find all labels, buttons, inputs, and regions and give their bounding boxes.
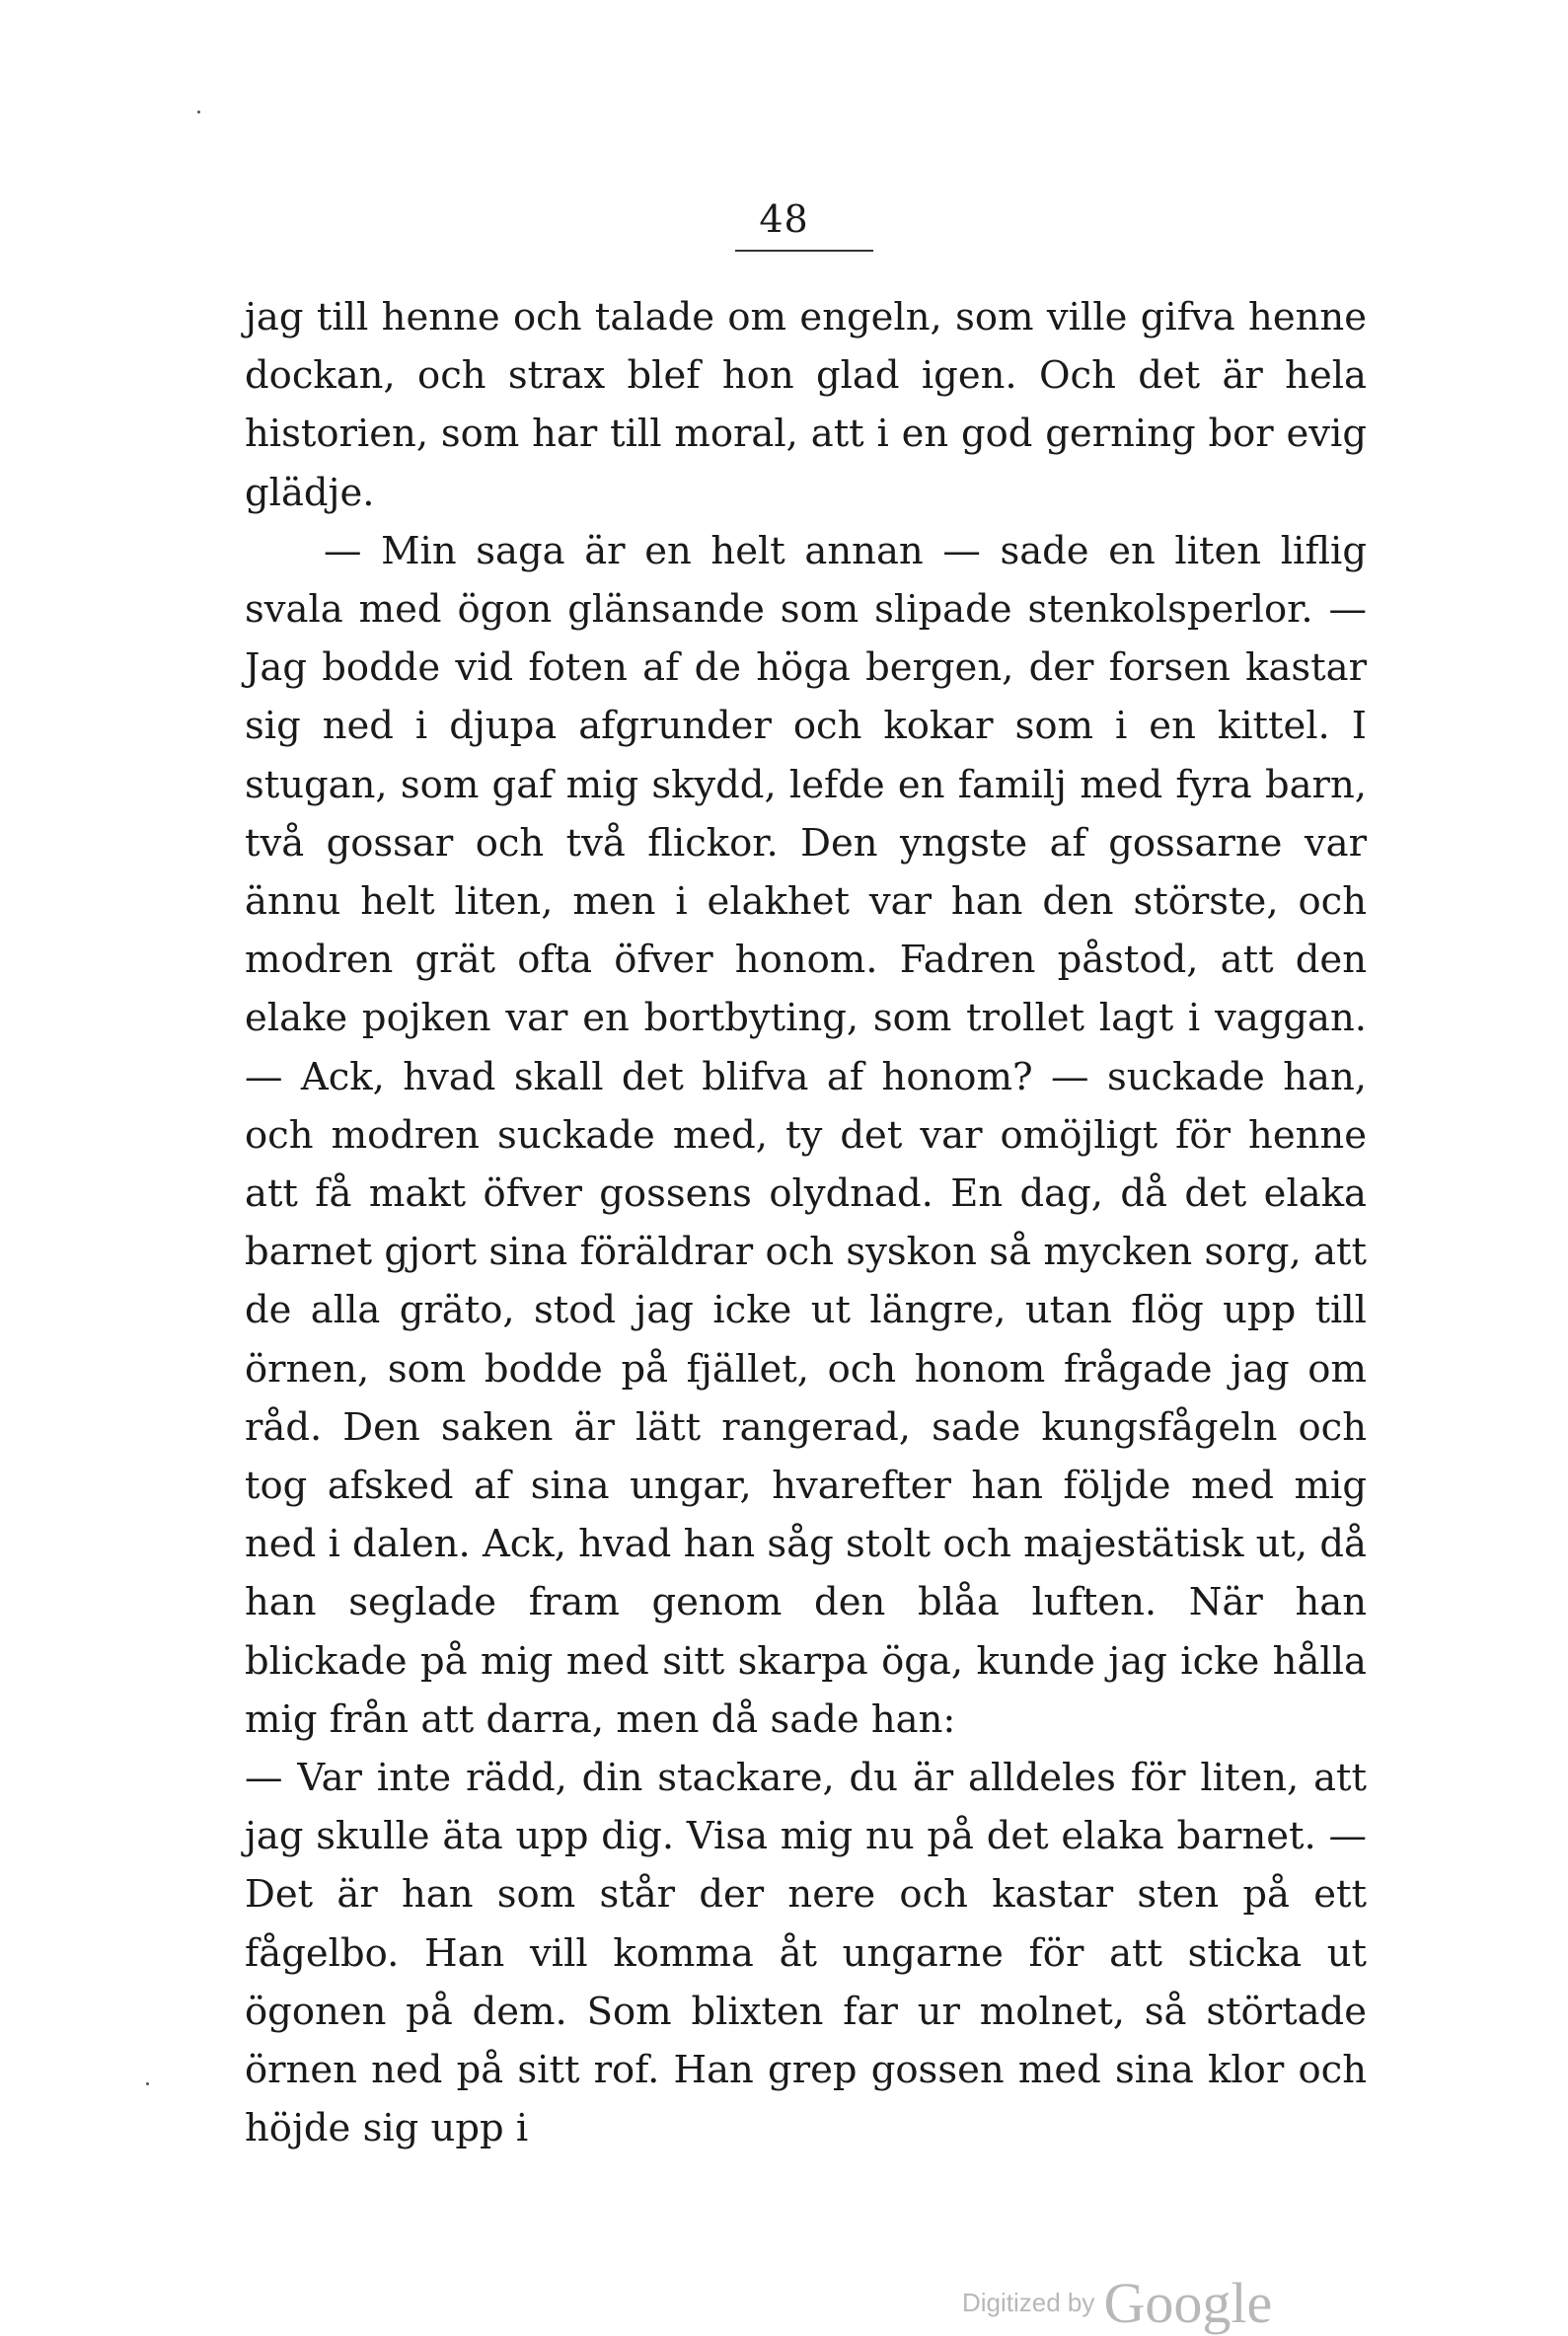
- scan-speck: [197, 111, 200, 113]
- watermark-prefix: Digitized by: [962, 2288, 1095, 2317]
- google-logo: Google: [1103, 2271, 1273, 2335]
- page-number-rule: [735, 250, 873, 252]
- google-watermark: [962, 2270, 1272, 2336]
- paragraph: jag till henne och talade om engeln, som ville gifva henne dockan, och strax blef hon glad igen. Och det är hela historien, som har till moral, att i en god gerning bor evig glädje.: [245, 295, 1367, 515]
- scan-speck: [146, 2082, 149, 2085]
- paragraph: — Var inte rädd, din stackare, du är alldeles för liten, att jag skulle äta upp dig. Visa mig nu på det elaka barnet. — Det är han som står der nere och kastar sten på ett fågelbo. Han vill komma åt ungarne för att sticka ut ögonen på dem. Som blixten far ur molnet, så störtade örnen ned på sitt rof. Han grep gossen med sina klor och höjde sig upp i: [245, 1756, 1367, 2151]
- page-number: 48: [759, 197, 809, 241]
- paragraph: — Min saga är en helt annan — sade en liten liflig svala med ögon glänsande som slipade stenkolsperlor. — Jag bodde vid foten af de höga bergen, der forsen kastar sig ned i djupa afgrunder och kokar som i en kittel. I stugan, som gaf mig skydd, lefde en familj med fyra barn, två gossar och två flickor. Den yngste af gossarne var ännu helt liten, men i elakhet var han den störste, och modren grät ofta öfver honom. Fadren påstod, att den elake pojken var en bortbyting, som trollet lagt i vaggan. — Ack, hvad skall det blifva af honom? — suckade han, och modren suckade med, ty det var omöjligt för henne att få makt öfver gossens olydnad. En dag, då det elaka barnet gjort sina föräldrar och syskon så mycken sorg, att de alla gräto, stod jag icke ut längre, utan flög upp till örnen, som bodde på fjället, och honom frågade jag om råd. Den saken är lätt rangerad, sade kungsfågeln och tog afsked af sina ungar, hvarefter han följde med mig ned i dalen. Ack, hvad han såg stolt och majestätisk ut, då han seglade fram genom den blåa luften. När han blickade på mig med sitt skarpa öga, kunde jag icke hålla mig från att darra, men då sade han:: [245, 528, 1367, 1742]
- body-text: [245, 288, 1367, 2158]
